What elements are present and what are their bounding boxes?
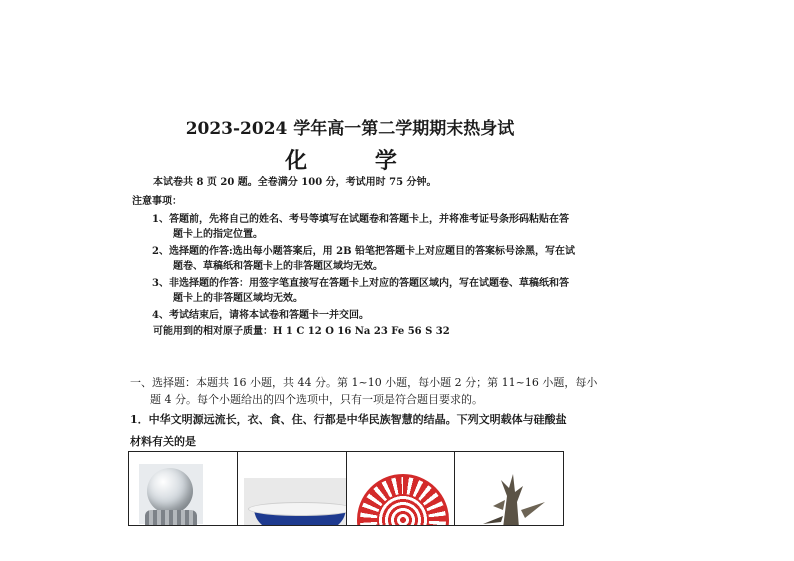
options-image-table — [128, 451, 564, 526]
section-heading-cont: 题 4 分。每个小题给出的四个选项中，只有一项是符合题目要求的。 — [150, 393, 483, 406]
note-3: 3、非选择题的作答：用签字笔直接写在答题卡上对应的答题区域内，写在试题卷、草稿纸和答 — [152, 278, 569, 289]
note-2: 2、选择题的作答:选出每小题答案后，用 2B 铅笔把答题卡上对应题目的答案标号涂黑，写在试 — [152, 246, 576, 257]
crystal-ball-image — [139, 464, 203, 524]
question-1-cont: 材料有关的是 — [130, 435, 196, 448]
paper-cut-image — [355, 472, 451, 525]
note-1-cont: 题卡上的指定位置。 — [173, 229, 263, 240]
bronze-artifact-image — [463, 466, 559, 525]
subject-title: 化 学 — [285, 148, 427, 174]
question-1: 1．中华文明源远流长，衣、食、住、行都是中华民族智慧的结晶。下列文明载体与硅酸盐 — [130, 413, 567, 426]
note-2-cont: 题卷、草稿纸和答题卡上的非答题区域均无效。 — [173, 261, 383, 272]
note-3-cont: 题卡上的非答题区域均无效。 — [173, 293, 303, 304]
exam-title: 2023-2024 学年高一第二学期期末热身试 — [185, 119, 515, 139]
section-heading: 一、选择题：本题共 16 小题，共 44 分。第 1~10 小题，每小题 2 分；第 11~16 小题，每小 — [130, 376, 598, 389]
option-c-cell — [347, 452, 456, 525]
note-4: 4、考试结束后，请将本试卷和答题卡一并交回。 — [152, 310, 369, 321]
notice-heading: 注意事项： — [132, 196, 182, 207]
option-d-cell — [455, 452, 563, 525]
atomic-masses: 可能用到的相对原子质量：H 1 C 12 O 16 Na 23 Fe 56 S 32 — [153, 326, 450, 337]
option-b-cell — [238, 452, 347, 525]
note-1: 1、答题前，先将自己的姓名、考号等填写在试题卷和答题卡上，并将准考证号条形码粘贴在答 — [152, 214, 569, 225]
exam-intro: 本试卷共 8 页 20 题。全卷满分 100 分，考试用时 75 分钟。 — [153, 177, 437, 188]
option-a-cell — [129, 452, 238, 525]
porcelain-bowl-image — [244, 478, 347, 525]
